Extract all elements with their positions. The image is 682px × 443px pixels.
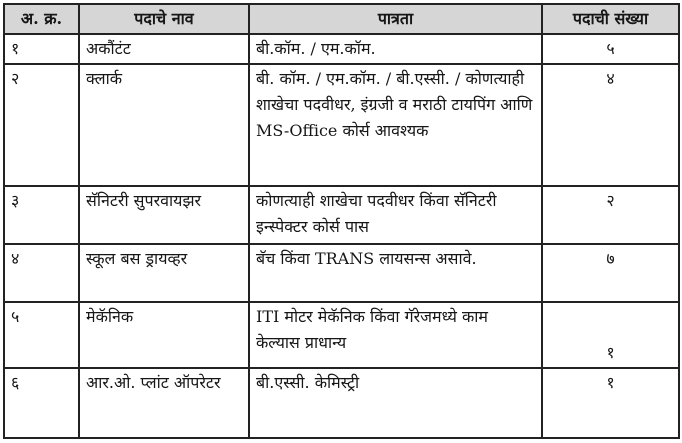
qualification-cell: बी. कॉम. / एम.कॉम. / बी.एस्सी. / कोणत्याही शाखेचा पदवीधर, इंग्रजी व मराठी टायपिंग आणि MS-Office कोर्स आवश्यक: [249, 64, 542, 186]
serial-cell: ५: [4, 302, 79, 368]
count-cell: ५: [542, 34, 679, 64]
qualification-cell: बॅच किंवा TRANS लायसन्स असावे.: [249, 244, 542, 302]
table-row: [4, 244, 679, 302]
count-cell: ४: [542, 64, 679, 186]
header-row: [4, 4, 679, 34]
post-cell: स्कूल बस ड्रायव्हर: [79, 244, 249, 302]
table-row: [4, 302, 679, 368]
post-cell: क्लार्क: [79, 64, 249, 186]
table-row: [4, 34, 679, 64]
post-cell: अकौंटंट: [79, 34, 249, 64]
count-cell: २: [542, 186, 679, 244]
post-cell: सॅनिटरी सुपरवायझर: [79, 186, 249, 244]
header-serial: अ. क्र.: [4, 4, 79, 34]
header-qualification: पात्रता: [249, 4, 542, 34]
serial-cell: ३: [4, 186, 79, 244]
table-row: [4, 368, 679, 438]
post-cell: आर.ओ. प्लांट ऑपरेटर: [79, 368, 249, 438]
qualification-cell: बी.एस्सी. केमिस्ट्री: [249, 368, 542, 438]
qualification-cell: कोणत्याही शाखेचा पदवीधर किंवा सॅनिटरी इन्स्पेक्टर कोर्स पास: [249, 186, 542, 244]
qualification-cell: ITI मोटर मेकॅनिक किंवा गॅरेजमध्ये काम केल्यास प्राधान्य: [249, 302, 542, 368]
serial-cell: १: [4, 34, 79, 64]
serial-cell: २: [4, 64, 79, 186]
count-cell: १: [542, 368, 679, 438]
vacancy-table: [3, 3, 680, 439]
count-cell: [542, 302, 679, 368]
serial-cell: ४: [4, 244, 79, 302]
post-cell: मेकॅनिक: [79, 302, 249, 368]
count-cell: ७: [542, 244, 679, 302]
qualification-cell: बी.कॉम. / एम.कॉम.: [249, 34, 542, 64]
header-post-count: पदाची संख्या: [542, 4, 679, 34]
count-value: १: [606, 343, 615, 362]
header-post-name: पदाचे नाव: [79, 4, 249, 34]
table-row: [4, 64, 679, 186]
serial-cell: ६: [4, 368, 79, 438]
table-row: [4, 186, 679, 244]
